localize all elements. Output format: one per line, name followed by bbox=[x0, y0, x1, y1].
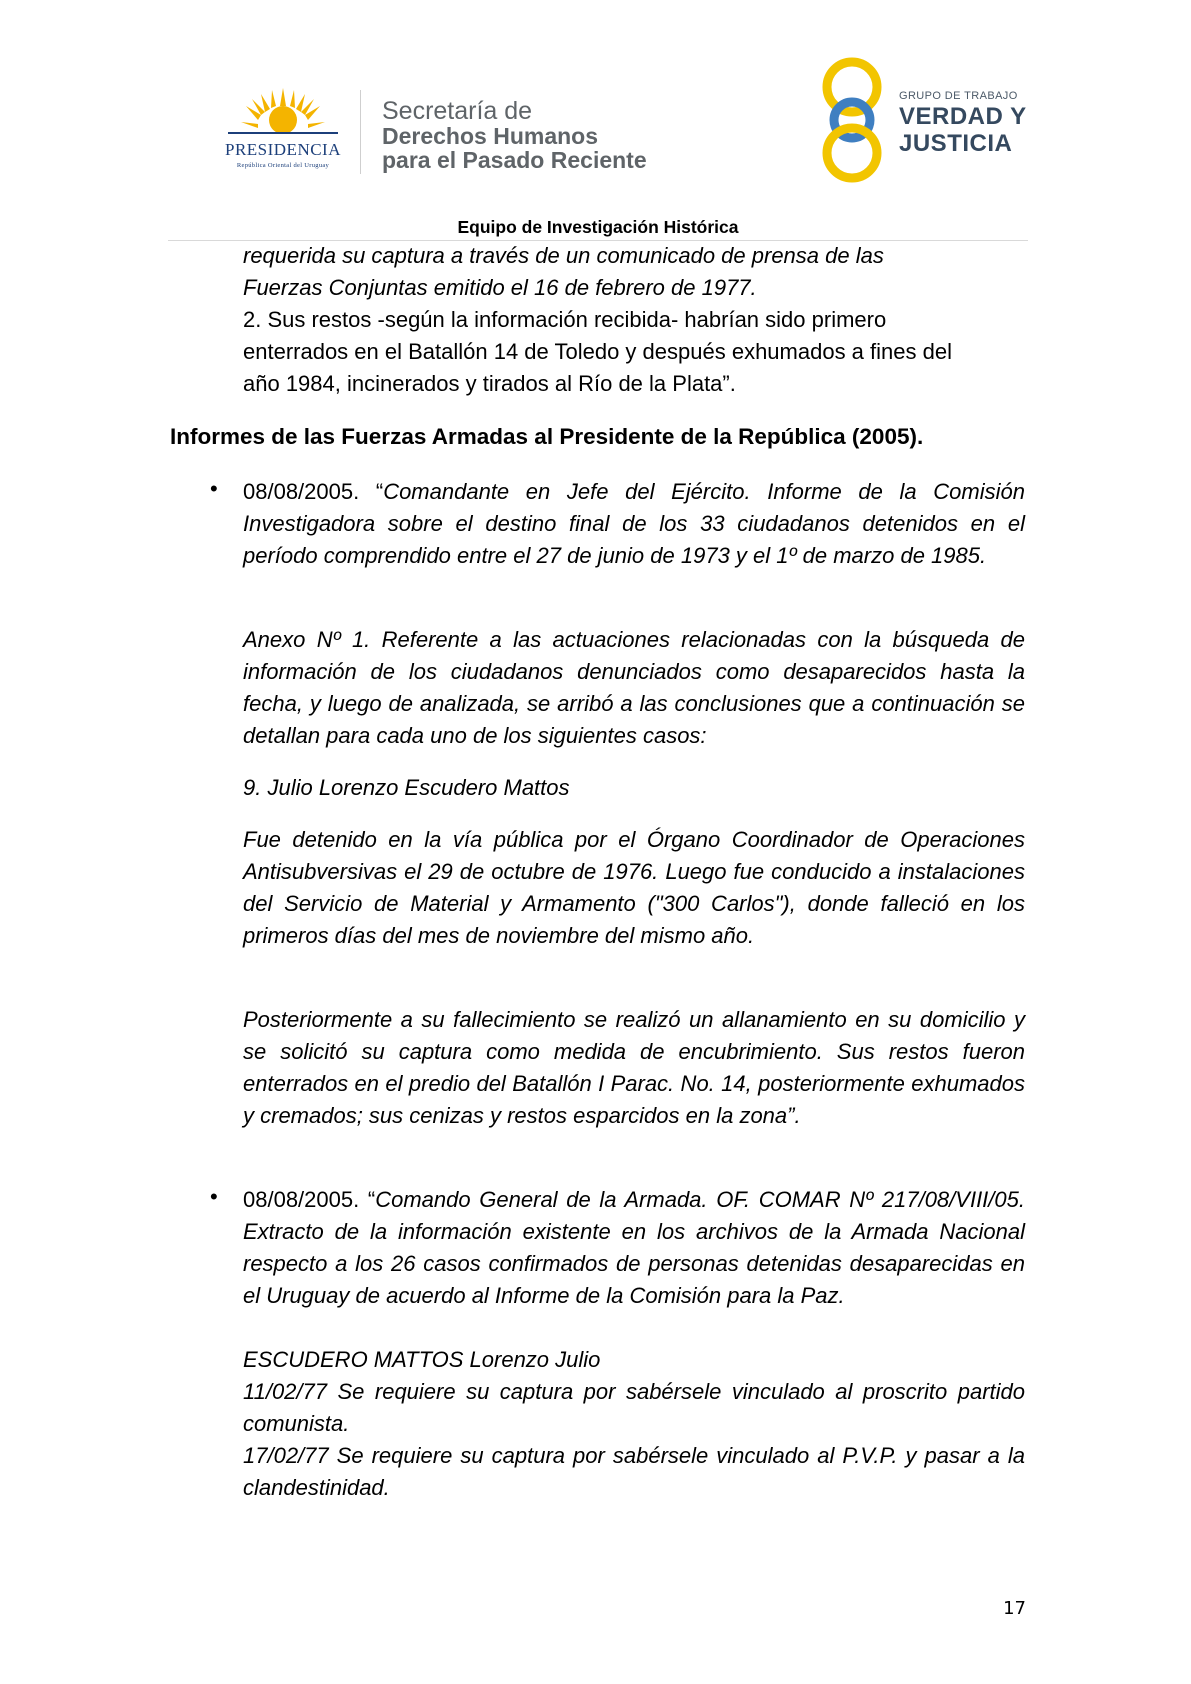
presidencia-word: PRESIDENCIA bbox=[224, 140, 341, 159]
bullet-2-dot: • bbox=[210, 1184, 218, 1209]
page-number: 17 bbox=[1003, 1598, 1026, 1619]
intro-line-4: enterrados en el Batallón 14 de Toledo y después exhumados a fines del bbox=[243, 339, 952, 364]
case-paragraph-1: Fue detenido en la vía pública por el Órgano Coordinador de Operaciones Antisubversivas el 29 de octubre de 1976. Luego fue conducido a instalaciones del Servicio de Material y Armamento ("300 Carlos"), donde falleció en los primeros días del mes de noviembre del mismo año. bbox=[243, 827, 1025, 948]
bullet-2-quote: Comando General de la Armada. OF. COMAR Nº 217/08/VIII/05. Extracto de la información existente en los archivos de la Armada Nacional respecto a los 26 casos confirmados de personas detenidas desaparecidas en el Uruguay de acuerdo al Informe de la Comisión para la Paz. bbox=[243, 1187, 1025, 1308]
secretaria-line-3: para el Pasado Reciente bbox=[382, 147, 647, 174]
intro-line-2: Fuerzas Conjuntas emitido el 16 de febrero de 1977. bbox=[243, 275, 757, 300]
verdad-label: VERDAD Y bbox=[899, 103, 1027, 130]
secretaria-title bbox=[382, 98, 647, 173]
bullet-1-text bbox=[243, 476, 1025, 572]
justicia-label: JUSTICIA bbox=[899, 130, 1013, 158]
verdad-justicia-rings-icon bbox=[818, 55, 908, 185]
case-title: 9. Julio Lorenzo Escudero Mattos bbox=[243, 775, 570, 800]
team-name: Equipo de Investigación Histórica bbox=[457, 217, 739, 237]
bullet-2-entry-2: 17/02/77 Se requiere su captura por sabérsele vinculado al P.V.P. y pasar a la clandestinidad. bbox=[243, 1443, 1025, 1500]
bullet-2-entry-1: 11/02/77 Se requiere su captura por sabérsele vinculado al proscrito partido comunista. bbox=[243, 1379, 1025, 1436]
bullet-1-date: 08/08/2005. “ bbox=[243, 479, 384, 504]
section-heading: Informes de las Fuerzas Armadas al Presidente de la República (2005). bbox=[170, 424, 924, 449]
secretaria-line-2: Derechos Humanos bbox=[382, 123, 599, 150]
bullet-2-date: 08/08/2005. “ bbox=[243, 1187, 376, 1212]
verdad-justicia-title bbox=[899, 90, 1027, 156]
presidencia-logo bbox=[208, 88, 358, 178]
anexo-paragraph: Anexo Nº 1. Referente a las actuaciones relacionadas con la búsqueda de información de los ciudadanos denunciados como desaparecidos hasta la fecha, y luego de analizada, se arribó a las conclusiones que a continuación se detallan para cada uno de los siguientes casos: bbox=[243, 627, 1025, 748]
secretaria-line-1: Secretaría de bbox=[382, 97, 533, 125]
logo-divider bbox=[360, 90, 361, 174]
presidencia-subtitle: República Oriental del Uruguay bbox=[236, 162, 330, 169]
page-header bbox=[0, 0, 1191, 240]
intro-line-1: requerida su captura a través de un comunicado de prensa de las bbox=[243, 243, 884, 268]
bullet-2-name: ESCUDERO MATTOS Lorenzo Julio bbox=[243, 1347, 601, 1372]
case-paragraph-2: Posteriormente a su fallecimiento se realizó un allanamiento en su domicilio y se solicitó su captura como medida de encubrimiento. Sus restos fueron enterrados en el predio del Batallón I Parac. No. 14, posteriormente exhumados y cremados; sus cenizas y restos esparcidos en la zona”. bbox=[243, 1007, 1025, 1128]
grupo-label: GRUPO DE TRABAJO bbox=[899, 90, 1018, 102]
bullet-2-text bbox=[243, 1184, 1025, 1312]
bullet-1-quote: Comandante en Jefe del Ejército. Informe de la Comisión Investigadora sobre el destino final de los 33 ciudadanos detenidos en el período comprendido entre el 27 de junio de 1973 y el 1º de marzo de 1985. bbox=[243, 479, 1025, 568]
bullet-1-dot: • bbox=[210, 476, 218, 501]
intro-line-5: año 1984, incinerados y tirados al Río de la Plata”. bbox=[243, 371, 736, 396]
sun-icon bbox=[208, 88, 358, 144]
intro-line-3: 2. Sus restos -según la información recibida- habrían sido primero bbox=[243, 307, 887, 332]
